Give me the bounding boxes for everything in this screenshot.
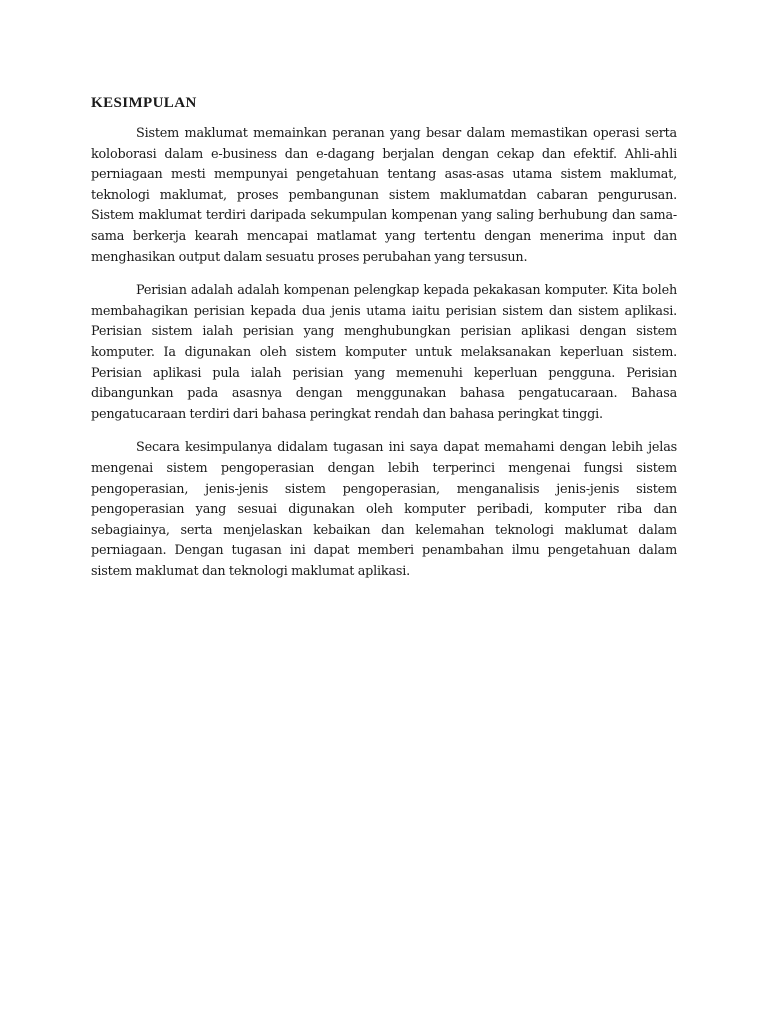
paragraph-2: Perisian adalah adalah kompenan pelengkap kepada pekakasan komputer. Kita boleh membahagikan perisian kepada dua jenis utama iaitu perisian sistem dan sistem aplikasi. Perisian sistem ialah perisian yang menghubungkan perisian aplikasi dengan sistem komputer. Ia digunakan oleh sistem komputer untuk melaksanakan keperluan sistem. Perisian aplikasi pula ialah perisian yang memenuhi keperluan pengguna. Perisian dibangunkan pada asasnya dengan menggunakan bahasa pengatucaraan. Bahasa pengatucaraan terdiri dari bahasa peringkat rendah dan bahasa peringkat tinggi.: [91, 283, 677, 422]
section-heading: KESIMPULAN: [91, 95, 197, 111]
paragraph-1: Sistem maklumat memainkan peranan yang besar dalam memastikan operasi serta koloborasi dalam e-business dan e-dagang berjalan dengan cekap dan efektif. Ahli-ahli perniagaan mesti mempunyai pengetahuan tentang asas-asas utama sistem maklumat, teknologi maklumat, proses pembangunan sistem maklumatdan cabaran pengurusan. Sistem maklumat terdiri daripada sekumpulan kompenan yang saling berhubung dan sama-sama berkerja kearah mencapai matlamat yang tertentu dengan menerima input dan menghasikan output dalam sesuatu proses perubahan yang tersusun.: [91, 126, 677, 265]
paragraph-3: Secara kesimpulanya didalam tugasan ini saya dapat memahami dengan lebih jelas mengenai sistem pengoperasian dengan lebih terperinci mengenai fungsi sistem pengoperasian, jenis-jenis sistem pengoperasian, menganalisis jenis-jenis sistem pengoperasian yang sesuai digunakan oleh komputer peribadi, komputer riba dan sebagiainya, serta menjelaskan kebaikan dan kelemahan teknologi maklumat dalam perniagaan. Dengan tugasan ini dapat memberi penambahan ilmu pengetahuan dalam sistem maklumat dan teknologi maklumat aplikasi.: [91, 440, 677, 579]
